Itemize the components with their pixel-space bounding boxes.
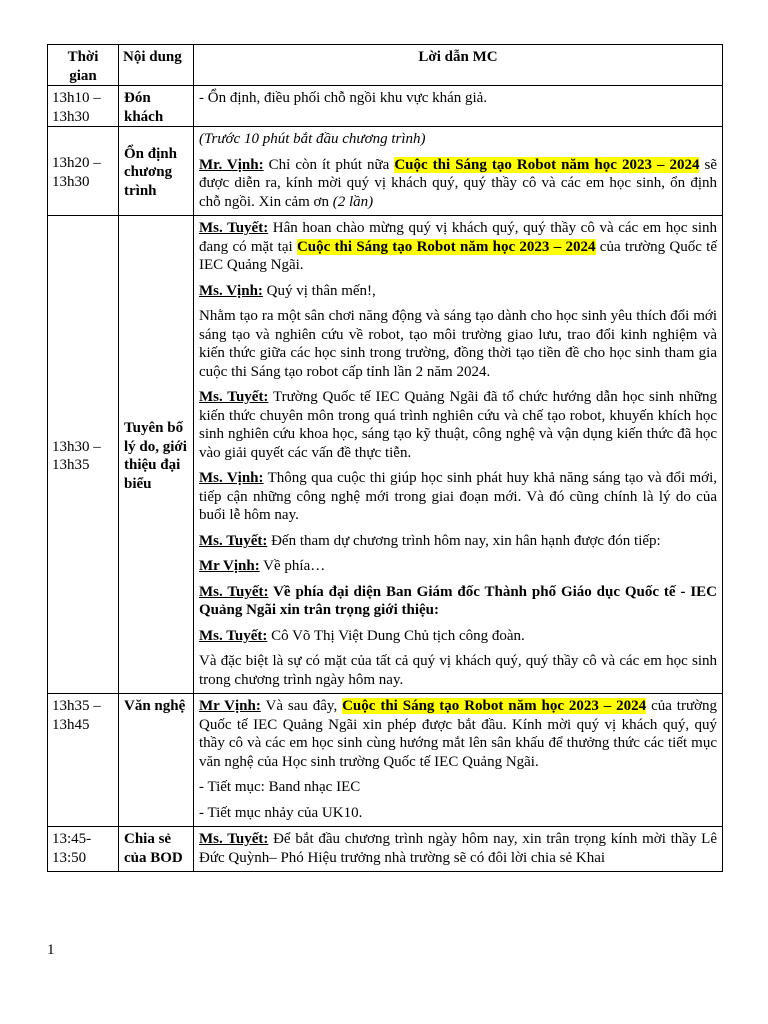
mc-note: (2 lần): [332, 193, 374, 210]
table-row: [48, 127, 723, 216]
time-cell: 13h20 – 13h30: [48, 127, 119, 216]
mc-text: Cô Võ Thị Việt Dung Chủ tịch công đoàn.: [267, 627, 525, 644]
mc-paragraph: [199, 583, 717, 620]
time-cell: 13h10 – 13h30: [48, 86, 119, 127]
time-cell: 13h30 – 13h35: [48, 216, 119, 694]
speaker-label: Mr Vịnh:: [199, 698, 261, 714]
highlighted-event-name: Cuộc thi Sáng tạo Robot năm học 2023 – 2024: [342, 698, 647, 714]
mc-text: Trường Quốc tế IEC Quảng Ngãi đã tổ chức hướng dẫn học sinh những kiến thức chuyên môn trong quá trình nghiên cứu và chế tạo robot, khuyến khích học sinh nghiên cứu khoa học, sáng tạo kỹ thuật, công nghệ và vận dụng kiến thức đã học vào giải quyết các vấn đề thực tiễn.: [199, 389, 717, 461]
content-cell: Ổn định chương trình: [119, 127, 194, 216]
mc-paragraph: (Trước 10 phút bắt đầu chương trình): [199, 131, 426, 147]
mc-text: Đến tham dự chương trình hôm nay, xin hân hạnh được đón tiếp:: [267, 532, 661, 549]
mc-text: Chỉ còn ít phút nữa: [263, 156, 395, 173]
mc-cell: [194, 216, 723, 694]
speaker-label: Ms. Tuyết:: [199, 583, 269, 600]
speaker-label: Ms. Tuyết:: [199, 627, 268, 644]
content-cell: Văn nghệ: [119, 694, 194, 827]
page-number: 1: [47, 942, 55, 958]
mc-paragraph: - Ổn định, điều phối chỗ ngồi khu vực khán giả.: [199, 90, 488, 106]
mc-paragraph: - Tiết mục nhảy của UK10.: [199, 804, 363, 821]
mc-paragraph: [199, 532, 717, 551]
speaker-label: Mr Vịnh:: [199, 558, 260, 574]
content-cell: Chia sẻ của BOD: [119, 827, 194, 872]
mc-script-table: [47, 44, 723, 872]
mc-paragraph: [199, 627, 717, 646]
time-cell: 13h35 – 13h45: [48, 694, 119, 827]
speaker-label: Ms. Tuyết:: [199, 831, 269, 847]
mc-text: Hân hoan chào mừng quý vị khách quý, quý thầy cô và các em học sinh đang có mặt tại: [199, 220, 717, 255]
speaker-label: Ms. Tuyết:: [199, 389, 269, 405]
mc-paragraph: [199, 469, 717, 525]
mc-paragraph: [199, 557, 717, 576]
speaker-label: Ms. Vịnh:: [199, 470, 264, 486]
mc-paragraph: Nhằm tạo ra một sân chơi năng động và sáng tạo dành cho học sinh yêu thích đổi mới sáng tạo và nghiên cứu về robot, tạo môi trường giao lưu, trao đổi kinh nghiệm và kiến thức giữa các học sinh trong trường, đồng thời tạo tiền đề cho học sinh tham gia cuộc thi Sáng tạo robot cấp tỉnh lần 2 năm 2024.: [199, 308, 717, 380]
mc-cell: [194, 694, 723, 827]
mc-text: sẽ được diễn ra, kính mời quý vị khách quý, quý thầy cô và các em học sinh, ổn định chỗ ngồi. Xin cảm ơn: [199, 156, 717, 210]
speaker-label: Ms. Vịnh:: [199, 282, 263, 299]
highlighted-event-name: Cuộc thi Sáng tạo Robot năm học 2023 – 2024: [296, 238, 596, 255]
mc-paragraph: [199, 830, 717, 867]
content-cell: Tuyên bố lý do, giới thiệu đại biểu: [119, 216, 194, 694]
mc-text: Và sau đây,: [260, 698, 343, 714]
time-cell: 13:45- 13:50: [48, 827, 119, 872]
speaker-label: Ms. Tuyết:: [199, 220, 269, 236]
mc-paragraph: [199, 697, 717, 771]
mc-paragraph: - Tiết mục: Band nhạc IEC: [199, 779, 361, 795]
table-row: [48, 216, 723, 694]
mc-paragraph: [199, 156, 717, 212]
mc-text: Về phía đại diện Ban Giám đốc Thành phố Giáo dục Quốc tế - IEC Quảng Ngãi xin trân trọng giới thiệu:: [199, 583, 717, 618]
mc-text: của trường Quốc tế IEC Quảng Ngãi xin phép được bắt đầu. Kính mời quý vị khách quý, quý thầy cô và các em học sinh cùng hướng mắt lên sân khấu để thưởng thức các tiết mục văn nghệ của Học sinh trường Quốc tế IEC Quảng Ngãi.: [199, 698, 718, 770]
table-row: [48, 827, 723, 872]
mc-text: Về phía…: [259, 558, 326, 574]
mc-paragraph: [199, 219, 717, 275]
mc-cell: [194, 827, 723, 872]
mc-paragraph: Và đặc biệt là sự có mặt của tất cả quý vị khách quý, quý thầy cô và các em học sinh trong chương trình ngày hôm nay.: [199, 653, 717, 688]
mc-paragraph: [199, 388, 717, 462]
mc-paragraph: [199, 282, 717, 301]
mc-text: Thông qua cuộc thi giúp học sinh phát huy khả năng sáng tạo và đổi mới, tiếp cận những công nghệ mới trong giai đoạn mới. Và đó cũng chính là lý do của buổi lễ hôm nay.: [199, 470, 717, 523]
mc-text: Để bắt đầu chương trình ngày hôm nay, xin trân trọng kính mời thầy Lê Đức Quỳnh– Phó Hiệu trưởng nhà trường sẽ có đôi lời chia sẻ Khai: [199, 831, 718, 866]
table-header-row: [48, 45, 723, 86]
header-time: Thời gian: [48, 45, 119, 86]
content-cell: Đón khách: [119, 86, 194, 127]
mc-text: Quý vị thân mến!,: [262, 282, 376, 299]
table-row: [48, 86, 723, 127]
mc-text: của trường Quốc tế IEC Quảng Ngãi.: [199, 238, 717, 273]
mc-cell: [194, 127, 723, 216]
speaker-label: Ms. Tuyết:: [199, 532, 268, 549]
speaker-label: Mr. Vịnh:: [199, 156, 264, 173]
highlighted-event-name: Cuộc thi Sáng tạo Robot năm học 2023 – 2024: [394, 156, 700, 173]
table-row: [48, 694, 723, 827]
mc-cell: [194, 86, 723, 127]
header-content: Nội dung: [119, 45, 194, 86]
header-mc-script: Lời dẫn MC: [194, 45, 723, 86]
